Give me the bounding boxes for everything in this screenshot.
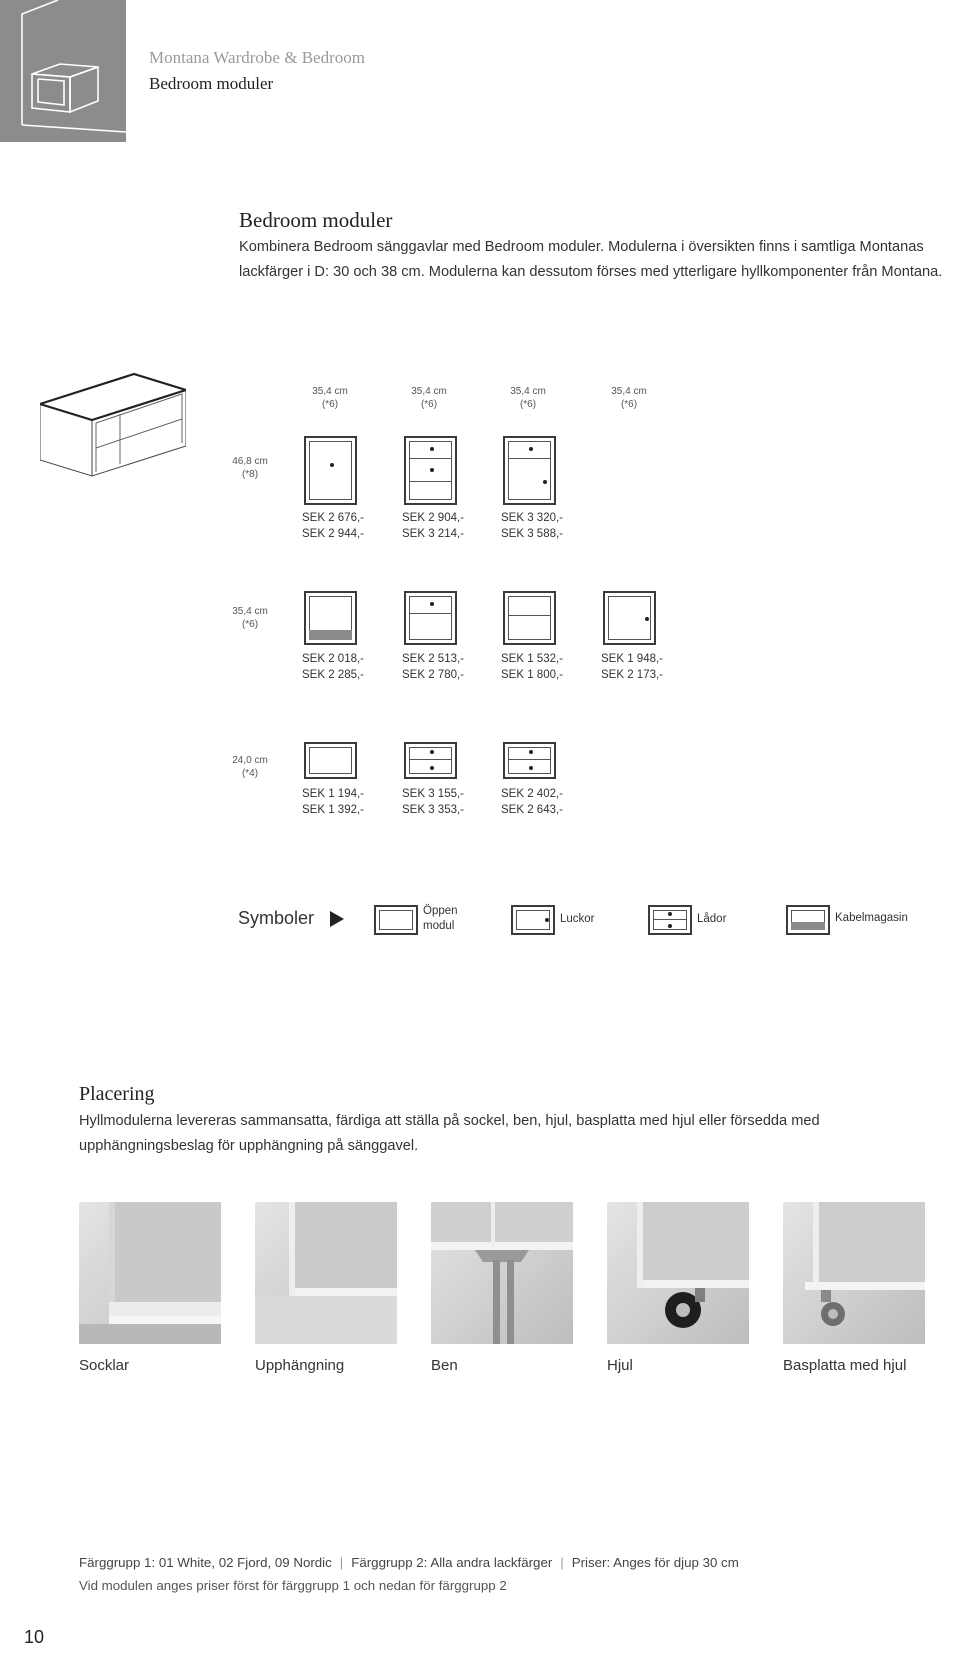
caption-basplatta-med-hjul: Basplatta med hjul — [783, 1357, 907, 1374]
price-label: SEK 3 155,- SEK 3 353,- — [402, 788, 465, 816]
photo-socklar — [79, 1202, 221, 1344]
module-open — [304, 742, 357, 779]
column-header: 35,4 cm (*6) — [611, 386, 647, 410]
module-drawers — [404, 436, 457, 505]
intro-heading: Bedroom moduler — [239, 208, 393, 232]
caption-ben: Ben — [431, 1357, 458, 1374]
price-label: SEK 1 532,- SEK 1 800,- — [501, 653, 564, 681]
wardrobe-illustration-icon — [0, 0, 126, 142]
caption-hjul: Hjul — [607, 1357, 633, 1374]
page-number: 10 — [24, 1627, 45, 1647]
placing-heading: Placering — [79, 1083, 155, 1105]
module-door — [603, 591, 656, 645]
row-header: 24,0 cm (*4) — [232, 755, 268, 779]
symbol-label: Öppen modul — [423, 905, 458, 932]
drawers-icon — [648, 905, 692, 935]
footer-color-groups — [79, 1555, 739, 1570]
module-drawer-door — [503, 436, 556, 505]
footer-prices: Priser: Anges för djup 30 cm — [571, 1555, 739, 1570]
footer-separator: | — [339, 1555, 344, 1570]
photo-basplatta-med-hjul — [783, 1202, 925, 1344]
price-label: SEK 3 320,- SEK 3 588,- — [501, 512, 564, 540]
row-header: 46,8 cm (*8) — [232, 456, 268, 480]
caption-socklar: Socklar — [79, 1357, 130, 1374]
arrow-right-icon — [330, 911, 344, 927]
column-header: 35,4 cm (*6) — [510, 386, 546, 410]
price-label: SEK 1 948,- SEK 2 173,- — [601, 653, 664, 681]
footer-color-group-2: Färggrupp 2: Alla andra lackfärger — [351, 1555, 553, 1570]
photo-ben — [431, 1202, 573, 1344]
symbols-label: Symboler — [238, 908, 315, 928]
module-shelf — [503, 591, 556, 645]
footer-separator: | — [560, 1555, 564, 1570]
price-label: SEK 2 513,- SEK 2 780,- — [402, 653, 465, 681]
row-header: 35,4 cm (*6) — [232, 606, 268, 630]
open-module-icon — [374, 905, 418, 935]
module-drawers — [503, 742, 556, 779]
placing-text: Hyllmodulerna levereras sammansatta, färdiga att ställa på sockel, ben, hjul, basplatta med hjul eller försedda med upphängningsbeslag för upphängning på sänggavel. — [79, 1113, 820, 1154]
module-illustration-icon — [40, 372, 186, 478]
column-header: 35,4 cm (*6) — [411, 386, 447, 410]
symbol-label: Kabelmagasin — [835, 912, 908, 924]
footer-color-group-1: Färggrupp 1: 01 White, 02 Fjord, 09 Nordic — [79, 1555, 332, 1570]
door-icon — [511, 905, 555, 935]
module-open-cable — [304, 591, 357, 645]
cable-magazine-icon — [786, 905, 830, 935]
price-label: SEK 1 194,- SEK 1 392,- — [302, 788, 365, 816]
module-door — [304, 436, 357, 505]
column-header: 35,4 cm (*6) — [312, 386, 348, 410]
price-label: SEK 2 676,- SEK 2 944,- — [302, 512, 365, 540]
symbol-label: Luckor — [560, 913, 595, 925]
photo-hjul — [607, 1202, 749, 1344]
photo-upphangning — [255, 1202, 397, 1344]
footer-note: Vid modulen anges priser först för färggrupp 1 och nedan för färggrupp 2 — [79, 1578, 507, 1593]
module-drawer-open — [404, 591, 457, 645]
header-brand: Montana Wardrobe & Bedroom — [149, 48, 365, 67]
header-section-title: Bedroom moduler — [149, 74, 274, 93]
price-label: SEK 2 904,- SEK 3 214,- — [402, 512, 465, 540]
header-logo-box — [0, 0, 126, 142]
symbol-label: Lådor — [697, 913, 727, 925]
module-drawers — [404, 742, 457, 779]
caption-upphangning: Upphängning — [255, 1357, 345, 1374]
price-label: SEK 2 018,- SEK 2 285,- — [302, 653, 365, 681]
intro-text: Kombinera Bedroom sänggavlar med Bedroom moduler. Modulerna i översikten finns i samtliga Montanas lackfärger i D: 30 och 38 cm. Modulerna kan dessutom förses med ytterligare hyllkomponenter från Montana. — [239, 239, 943, 280]
price-label: SEK 2 402,- SEK 2 643,- — [501, 788, 564, 816]
